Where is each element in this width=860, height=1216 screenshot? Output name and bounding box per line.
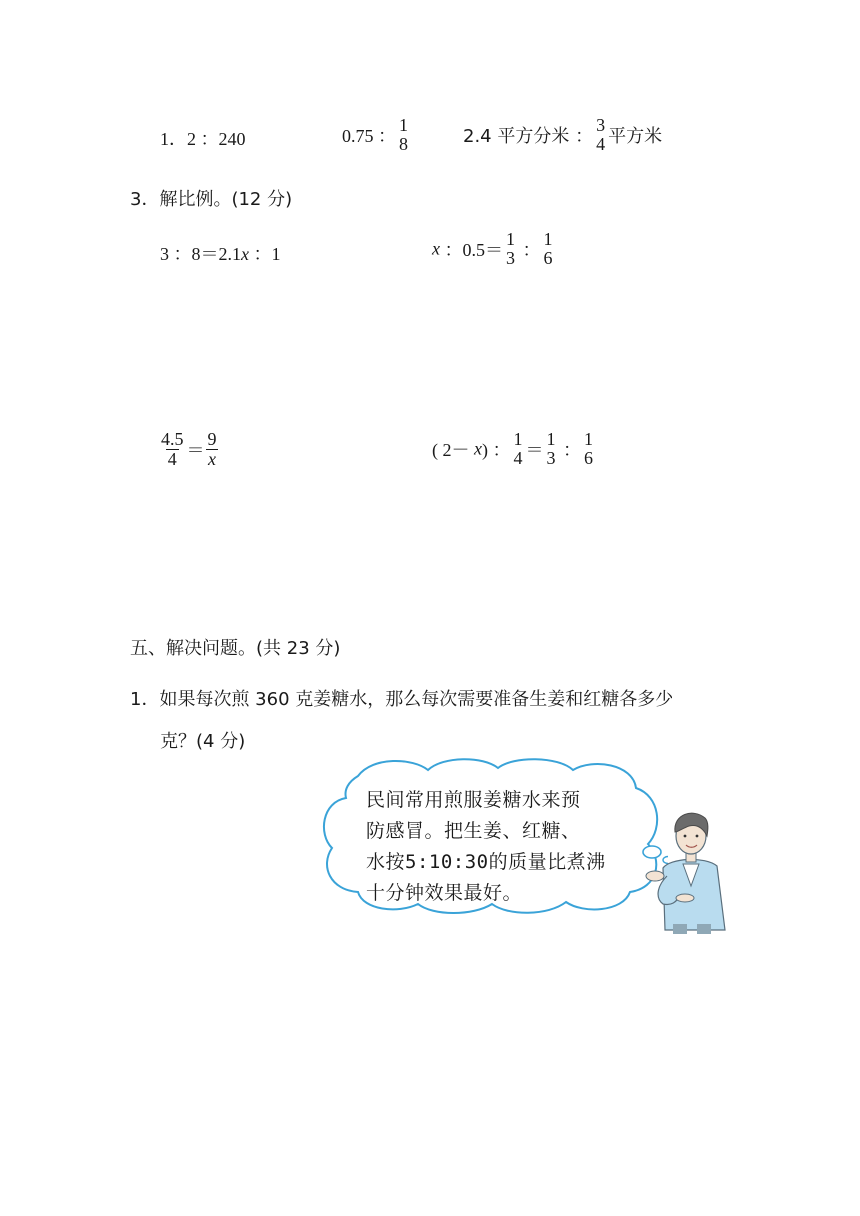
section-5-title: 五、解决问题。(共 23 分): [130, 638, 341, 659]
fraction-one-quarter: 1 4: [513, 429, 523, 468]
fraction-one-sixth-b: 1 6: [584, 429, 593, 468]
fraction-9-over-x: $\frac{9}{x}$: [207, 429, 217, 469]
fraction-one-eighth: 1 8: [399, 115, 408, 154]
fraction-4.5-over-4: $\frac{4.5}{4}$: [161, 429, 184, 469]
equation-1: 3 ：8＝2.1x ：1: [160, 244, 281, 264]
ratio-2: 0.75 ： 1 8: [342, 115, 408, 154]
teacher-illustration: [645, 806, 735, 936]
section-3-title: 3．解比例。(12 分): [130, 189, 293, 210]
equation-2: x ：0.5＝ 1 3 ： 1 6: [432, 229, 553, 268]
fraction-one-third: 1 3: [506, 229, 515, 268]
question-1-line-1: 1．如果每次煎 360 克姜糖水，那么每次需要准备生姜和红糖各多少: [130, 689, 674, 710]
question-1-line-2: 克？(4 分): [160, 731, 246, 752]
equation-4: ( 2－ x) ： 1 4 ＝ 1 3 ： 1 6: [432, 429, 593, 468]
equation-3: $\frac{4.5}{4}$ ＝ $\frac{9}{x}$: [161, 429, 217, 469]
ratio-3: 2.4 平方分米 ： 3 4 平方米: [463, 115, 663, 154]
fraction-one-sixth: 1 6: [543, 229, 553, 268]
ratio-1: 1．2 ：240: [160, 129, 246, 149]
fraction-one-third-b: 1 3: [546, 429, 556, 468]
speech-cloud-text: 民间常用煎服姜糖水来预 防感冒。把生姜、红糖、 水按5:10:30的质量比煮沸 十分钟效果最好。: [366, 789, 606, 904]
fraction-three-quarters: 3 4: [596, 115, 606, 154]
